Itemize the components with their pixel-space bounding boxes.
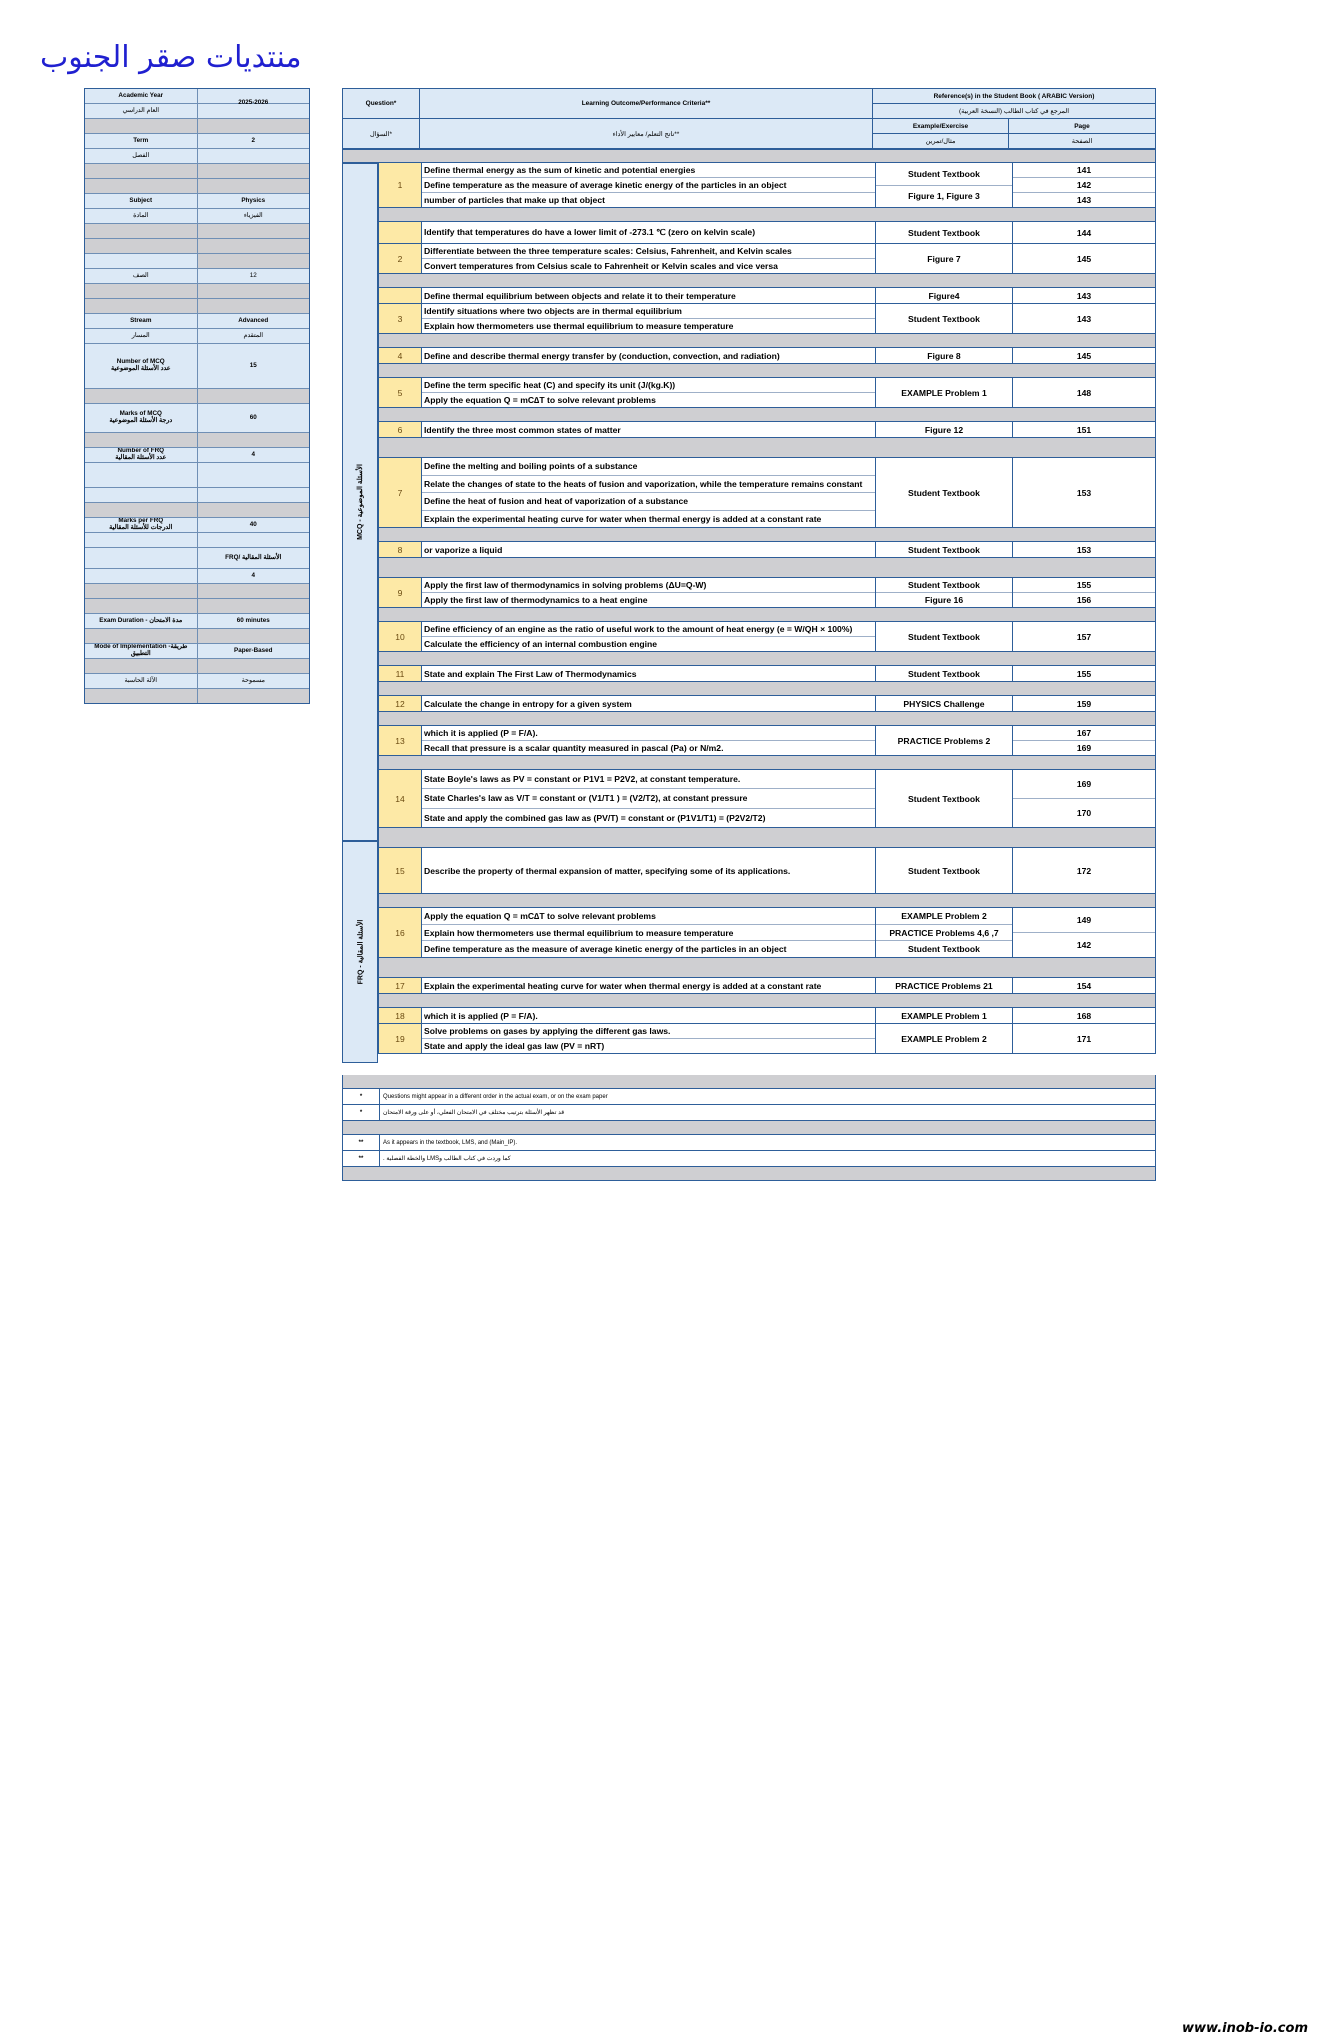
note-dstar: ** <box>343 1135 380 1150</box>
reference-example: EXAMPLE Problem 1 <box>901 1010 987 1021</box>
learning-outcome: Define temperature as the measure of average kinetic energy of the particles in an object <box>422 178 875 193</box>
reference-example: Student Textbook <box>908 487 980 498</box>
question-number: 1 <box>379 163 422 207</box>
academic-year-label-ar: العام الدراسي <box>122 106 160 114</box>
question-row <box>378 1024 1156 1054</box>
learning-outcome: Define the term specific heat (C) and specify its unit (J/(kg.K)) <box>422 378 875 393</box>
reference-example-cell <box>876 458 1013 527</box>
note-dstar-ar: ** <box>343 1151 380 1166</box>
question-number: 19 <box>379 1024 422 1053</box>
academic-year-value: 2025-2026 <box>197 89 310 117</box>
question-row <box>378 908 1156 958</box>
row-separator <box>378 408 1156 422</box>
reference-page-cell <box>1013 622 1155 651</box>
row-separator <box>378 682 1156 696</box>
learning-outcome-cell <box>422 304 876 333</box>
frq-count-label: Number of FRQ <box>117 448 165 455</box>
question-number: 13 <box>379 726 422 755</box>
learning-outcome: Convert temperatures from Celsius scale to Fahrenheit or Kelvin scales and vice versa <box>424 261 778 271</box>
reference-example-cell <box>876 422 1013 437</box>
question-row <box>378 622 1156 652</box>
question-row <box>378 422 1156 438</box>
learning-outcome: Solve problems on gases by applying the different gas laws. <box>422 1024 875 1039</box>
reference-header: Reference(s) in the Student Book ( ARABIC Version) <box>872 88 1156 104</box>
reference-example-cell <box>876 666 1013 681</box>
learning-outcome: Define thermal equilibrium between objects and relate it to their temperature <box>424 290 736 301</box>
reference-page: 148 <box>1076 387 1092 398</box>
learning-outcome-cell <box>422 288 876 303</box>
reference-example-cell <box>876 304 1013 333</box>
reference-page: 142 <box>1076 940 1092 950</box>
learning-outcome-cell <box>422 578 876 607</box>
row-separator <box>378 894 1156 908</box>
outcome-header: Learning Outcome/Performance Criteria** <box>419 88 873 119</box>
reference-example: Student Textbook <box>908 944 980 955</box>
frq-section-label: FRQ - الأسئلة المقالية <box>342 841 378 1063</box>
calculator-label-ar: الآلة الحاسبة <box>124 676 158 684</box>
reference-page: 143 <box>1076 195 1092 205</box>
learning-outcome-cell <box>422 1024 876 1053</box>
reference-page: 143 <box>1076 313 1092 324</box>
row-separator <box>378 994 1156 1008</box>
question-number: 17 <box>379 978 422 993</box>
learning-outcome: Explain the experimental heating curve for water when thermal energy is added at a constant rate <box>424 980 822 991</box>
reference-page: 153 <box>1076 544 1092 555</box>
learning-outcome: Recall that pressure is a scalar quantity measured in pascal (Pa) or N/m2. <box>424 743 724 753</box>
question-header: Question* <box>342 88 420 119</box>
reference-example: PRACTICE Problems 4,6 ,7 <box>876 925 1012 942</box>
question-row <box>378 578 1156 608</box>
reference-example: Student Textbook <box>908 865 980 876</box>
learning-outcome-cell <box>422 222 876 243</box>
mcq-count-label-ar: عدد الأسئلة الموضوعية <box>110 365 171 372</box>
reference-example-cell <box>876 848 1013 893</box>
question-row <box>378 666 1156 682</box>
calculator-value-ar: مسموحة <box>197 674 310 688</box>
learning-outcome: Apply the first law of thermodynamics to a heat engine <box>424 595 648 605</box>
learning-outcome-cell <box>422 848 876 893</box>
learning-outcome: number of particles that make up that object <box>424 195 605 205</box>
reference-page-cell <box>1013 422 1155 437</box>
reference-example: PRACTICE Problems 21 <box>895 980 993 991</box>
reference-example: Figure 1, Figure 3 <box>908 191 980 202</box>
blueprint-table <box>342 88 1156 1051</box>
learning-outcome: which it is applied (P = F/A). <box>422 726 875 741</box>
reference-example-cell <box>876 908 1013 957</box>
question-row <box>378 542 1156 558</box>
reference-page-cell <box>1013 770 1155 827</box>
reference-example: Student Textbook <box>908 793 980 804</box>
mode-label: Mode of Implementation -طريقة التطبيق <box>94 644 188 657</box>
row-separator <box>378 438 1156 458</box>
question-row <box>378 770 1156 828</box>
learning-outcome: Define efficiency of an engine as the ratio of useful work to the amount of heat energy (e = W/QH × 100%) <box>422 622 875 637</box>
reference-example-cell <box>876 622 1013 651</box>
stream-label-ar: المسار <box>131 331 150 339</box>
row-separator <box>378 712 1156 726</box>
question-row <box>378 1008 1156 1024</box>
reference-example: EXAMPLE Problem 2 <box>876 908 1012 925</box>
question-number <box>379 222 422 243</box>
reference-example-cell <box>876 1024 1013 1053</box>
reference-example-cell <box>876 222 1013 243</box>
subject-label: Subject <box>129 196 153 204</box>
learning-outcome-cell <box>422 378 876 407</box>
term-value: 2 <box>197 134 310 148</box>
row-separator <box>378 608 1156 622</box>
frq-marks-label-ar: الدرجات للأسئلة المقالية <box>109 524 173 531</box>
reference-page-cell <box>1013 666 1155 681</box>
learning-outcome-cell <box>422 726 876 755</box>
question-row <box>378 696 1156 712</box>
note-source-en: As it appears in the textbook, LMS, and (Main_IP). <box>383 1139 518 1146</box>
question-row <box>378 458 1156 528</box>
learning-outcome-cell <box>422 348 876 363</box>
learning-outcome-cell <box>422 666 876 681</box>
question-number: 9 <box>379 578 422 607</box>
reference-example: Student Textbook <box>876 578 1012 593</box>
stream-value: Advanced <box>197 314 310 328</box>
frq-marks-label: Marks per FRQ <box>118 518 164 525</box>
learning-outcome-cell <box>422 696 876 711</box>
question-number: 3 <box>379 304 422 333</box>
learning-outcome: State Boyle's laws as PV = constant or P1V1 = P2V2, at constant temperature. <box>422 770 875 789</box>
learning-outcome-cell <box>422 422 876 437</box>
learning-outcome: Define temperature as the measure of average kinetic energy of the particles in an object <box>424 944 787 955</box>
table-header <box>342 88 1156 149</box>
reference-example: Figure 8 <box>927 350 961 361</box>
reference-page-cell <box>1013 378 1155 407</box>
reference-page-cell <box>1013 1008 1155 1023</box>
note-order-en: Questions might appear in a different order in the actual exam, or on the exam paper <box>383 1093 608 1100</box>
row-separator <box>378 528 1156 542</box>
learning-outcome-cell <box>422 622 876 651</box>
reference-page: 167 <box>1013 726 1155 741</box>
example-header-ar: مثال/تمرين <box>872 133 1009 149</box>
reference-page: 156 <box>1076 595 1092 605</box>
reference-page-cell <box>1013 542 1155 557</box>
brand-title: منتديات صقر الجنوب <box>40 40 302 75</box>
frq-head: FRQ/ الأسئلة المقالية <box>197 548 310 568</box>
question-row <box>378 378 1156 408</box>
learning-outcome: State and apply the ideal gas law (PV = nRT) <box>424 1041 605 1051</box>
question-number: 12 <box>379 696 422 711</box>
question-number: 7 <box>379 458 422 527</box>
learning-outcome-cell <box>422 458 876 527</box>
learning-outcome-cell <box>422 908 876 957</box>
learning-outcome: Relate the changes of state to the heats of fusion and vaporization, while the temperature remains constant <box>422 476 875 494</box>
reference-example-cell <box>876 978 1013 993</box>
question-row <box>378 244 1156 274</box>
question-number: 6 <box>379 422 422 437</box>
reference-page-cell <box>1013 288 1155 303</box>
reference-example-cell <box>876 378 1013 407</box>
reference-example-cell <box>876 288 1013 303</box>
question-row <box>378 726 1156 756</box>
learning-outcome: Define the melting and boiling points of a substance <box>422 458 875 476</box>
mcq-marks-value: 60 <box>197 404 310 432</box>
reference-example: Student Textbook <box>908 544 980 555</box>
term-label-ar: الفصل <box>132 151 150 159</box>
note-star-ar: * <box>343 1105 380 1120</box>
reference-page: 169 <box>1076 743 1092 753</box>
question-number: 8 <box>379 542 422 557</box>
frq-count-value: 4 <box>197 448 310 462</box>
row-separator <box>378 558 1156 578</box>
reference-page: 155 <box>1013 578 1155 593</box>
learning-outcome-cell <box>422 1008 876 1023</box>
learning-outcome: Identify that temperatures do have a lower limit of -273.1 ℃ (zero on kelvin scale) <box>424 227 756 237</box>
learning-outcome: Identify situations where two objects are in thermal equilibrium <box>422 304 875 319</box>
question-header-ar: السؤال* <box>342 118 420 149</box>
learning-outcome: Explain how thermometers use thermal equilibrium to measure temperature <box>424 321 734 331</box>
learning-outcome: Calculate the change in entropy for a given system <box>424 698 632 709</box>
question-number: 14 <box>379 770 422 827</box>
reference-page: 171 <box>1076 1033 1092 1044</box>
learning-outcome: Explain the experimental heating curve for water when thermal energy is added at a constant rate <box>424 513 822 524</box>
frq-marks-value: 40 <box>197 518 310 532</box>
notes-block <box>342 1075 1156 1181</box>
learning-outcome-cell <box>422 542 876 557</box>
row-separator <box>378 334 1156 348</box>
grade-label-ar: الصف <box>132 271 149 279</box>
question-number <box>379 288 422 303</box>
learning-outcome: Apply the equation Q = mC∆T to solve relevant problems <box>422 908 875 925</box>
term-label: Term <box>133 136 149 144</box>
duration-label: Exam Duration - مدة الامتحان <box>99 616 183 624</box>
learning-outcome: State and explain The First Law of Thermodynamics <box>424 668 637 679</box>
question-row <box>378 348 1156 364</box>
question-number: 5 <box>379 378 422 407</box>
mcq-count-value: 15 <box>197 344 310 388</box>
learning-outcome: or vaporize a liquid <box>424 544 503 555</box>
learning-outcome: Define the heat of fusion and heat of vaporization of a substance <box>422 493 875 511</box>
question-row <box>378 222 1156 244</box>
reference-page-cell <box>1013 726 1155 755</box>
reference-page: 142 <box>1013 178 1155 193</box>
reference-example-cell <box>876 542 1013 557</box>
reference-example-cell <box>876 578 1013 607</box>
row-separator <box>378 958 1156 978</box>
reference-page: 153 <box>1076 487 1092 498</box>
mcq-marks-label-ar: درجة الأسئلة الموضوعية <box>109 417 173 424</box>
reference-page-cell <box>1013 578 1155 607</box>
mode-value: Paper-Based <box>197 644 310 658</box>
frq-count-label-ar: عدد الأسئلة المقالية <box>115 454 167 461</box>
question-number: 10 <box>379 622 422 651</box>
reference-page: 169 <box>1013 770 1155 799</box>
question-number: 15 <box>379 848 422 893</box>
reference-example-cell <box>876 348 1013 363</box>
mcq-marks-label: Marks of MCQ <box>119 410 162 418</box>
reference-page: 154 <box>1076 980 1092 991</box>
question-number: 18 <box>379 1008 422 1023</box>
outcome-header-ar: ناتج التعلم/ معايير الأداء** <box>419 118 873 149</box>
learning-outcome: Apply the equation Q = mC∆T to solve relevant problems <box>424 395 656 405</box>
reference-page: 145 <box>1076 350 1092 361</box>
note-order-ar: قد تظهر الأسئلة بترتيب مختلف في الامتحان الفعلي، أو على ورقة الامتحان <box>383 1110 565 1116</box>
reference-example-cell <box>876 1008 1013 1023</box>
learning-outcome: Describe the property of thermal expansion of matter, specifying some of its applications. <box>424 865 791 876</box>
subject-label-ar: المادة <box>133 211 149 219</box>
learning-outcome: Apply the first law of thermodynamics in solving problems (ΔU=Q-W) <box>422 578 875 593</box>
page-header: Page <box>1008 118 1156 134</box>
stream-label: Stream <box>130 316 152 324</box>
frq-value: 4 <box>197 569 310 583</box>
reference-example: Figure4 <box>928 290 960 301</box>
learning-outcome: Explain how thermometers use thermal equilibrium to measure temperature <box>422 925 875 942</box>
note-source-ar: كما وردت في كتاب الطالب وLMS والخطة الفصلية . <box>383 1156 511 1162</box>
duration-value: 60 minutes <box>197 614 310 628</box>
reference-example: PHYSICS Challenge <box>903 698 985 709</box>
example-header: Example/Exercise <box>872 118 1009 134</box>
reference-example: Figure 12 <box>924 424 964 435</box>
reference-page-cell <box>1013 978 1155 993</box>
reference-page: 143 <box>1076 290 1092 301</box>
question-row <box>378 978 1156 994</box>
reference-page-cell <box>1013 163 1155 207</box>
reference-example-cell <box>876 244 1013 273</box>
reference-example-cell <box>876 696 1013 711</box>
learning-outcome: Define and describe thermal energy transfer by (conduction, convection, and radiation) <box>424 350 780 361</box>
question-number: 11 <box>379 666 422 681</box>
learning-outcome: Identify the three most common states of matter <box>424 424 621 435</box>
stream-value-ar: المتقدم <box>197 329 310 343</box>
reference-example: Student Textbook <box>908 227 980 238</box>
question-row <box>378 163 1156 208</box>
note-star: * <box>343 1089 380 1104</box>
row-separator <box>378 274 1156 288</box>
reference-example: Student Textbook <box>908 668 980 679</box>
learning-outcome-cell <box>422 770 876 827</box>
learning-outcome-cell <box>422 978 876 993</box>
reference-example: Figure 7 <box>927 253 961 264</box>
academic-year-label: Academic Year <box>118 91 164 99</box>
reference-page: 141 <box>1013 163 1155 178</box>
reference-page: 151 <box>1076 424 1092 435</box>
reference-page: 168 <box>1076 1010 1092 1021</box>
question-row <box>378 304 1156 334</box>
question-number: 4 <box>379 348 422 363</box>
reference-page: 170 <box>1076 808 1092 818</box>
reference-page-cell <box>1013 348 1155 363</box>
reference-page: 145 <box>1076 253 1092 264</box>
learning-outcome: Calculate the efficiency of an internal combustion engine <box>424 639 658 649</box>
reference-example-cell <box>876 163 1013 207</box>
reference-page-cell <box>1013 1024 1155 1053</box>
reference-example: Student Textbook <box>908 313 980 324</box>
reference-page-cell <box>1013 304 1155 333</box>
learning-outcome: Differentiate between the three temperature scales: Celsius, Fahrenheit, and Kelvin scales <box>422 244 875 259</box>
reference-example: Student Textbook <box>908 631 980 642</box>
row-separator <box>378 364 1156 378</box>
question-row <box>378 288 1156 304</box>
reference-header-ar: المرجع في كتاب الطالب (النسخة العربية) <box>872 103 1156 119</box>
reference-page: 159 <box>1076 698 1092 709</box>
reference-page-cell <box>1013 696 1155 711</box>
question-rows <box>378 163 1156 1054</box>
reference-example: Student Textbook <box>876 163 1012 186</box>
reference-page-cell <box>1013 222 1155 243</box>
reference-page-cell <box>1013 908 1155 957</box>
reference-page: 149 <box>1013 908 1155 933</box>
subject-value: Physics <box>197 194 310 208</box>
reference-example-cell <box>876 726 1013 755</box>
grade-value: 12 <box>197 269 310 283</box>
mcq-section-label: MCQ - الأسئلة الموضوعية <box>342 163 378 841</box>
row-separator <box>378 208 1156 222</box>
learning-outcome: State Charles's law as V/T = constant or (V1/T1 ) = (V2/T2), at constant pressure <box>422 789 875 808</box>
question-number: 16 <box>379 908 422 957</box>
reference-page: 155 <box>1076 668 1092 679</box>
row-separator <box>378 756 1156 770</box>
reference-page: 144 <box>1076 227 1092 238</box>
reference-example-cell <box>876 770 1013 827</box>
learning-outcome-cell <box>422 244 876 273</box>
row-separator <box>378 828 1156 848</box>
reference-example: Figure 16 <box>924 595 964 605</box>
learning-outcome: Define thermal energy as the sum of kinetic and potential energies <box>422 163 875 178</box>
reference-example: EXAMPLE Problem 2 <box>901 1033 987 1044</box>
reference-page-cell <box>1013 458 1155 527</box>
exam-info-panel <box>84 88 310 704</box>
learning-outcome: which it is applied (P = F/A). <box>424 1010 538 1021</box>
reference-page-cell <box>1013 244 1155 273</box>
mcq-count-label: Number of MCQ <box>116 358 165 366</box>
reference-page: 172 <box>1076 865 1092 876</box>
subject-value-ar: الفيزياء <box>197 209 310 223</box>
reference-example: EXAMPLE Problem 1 <box>901 387 987 398</box>
footer-brand: www.inob-io.com <box>1182 2021 1308 2036</box>
page-header-ar: الصفحة <box>1008 133 1156 149</box>
reference-page-cell <box>1013 848 1155 893</box>
question-number: 2 <box>379 244 422 273</box>
learning-outcome: State and apply the combined gas law as (PV/T) = constant or (P1V1/T1) = (P2V2/T2) <box>424 812 766 823</box>
learning-outcome-cell <box>422 163 876 207</box>
reference-page: 157 <box>1076 631 1092 642</box>
row-separator <box>378 652 1156 666</box>
reference-example: PRACTICE Problems 2 <box>897 735 991 746</box>
question-row <box>378 848 1156 894</box>
